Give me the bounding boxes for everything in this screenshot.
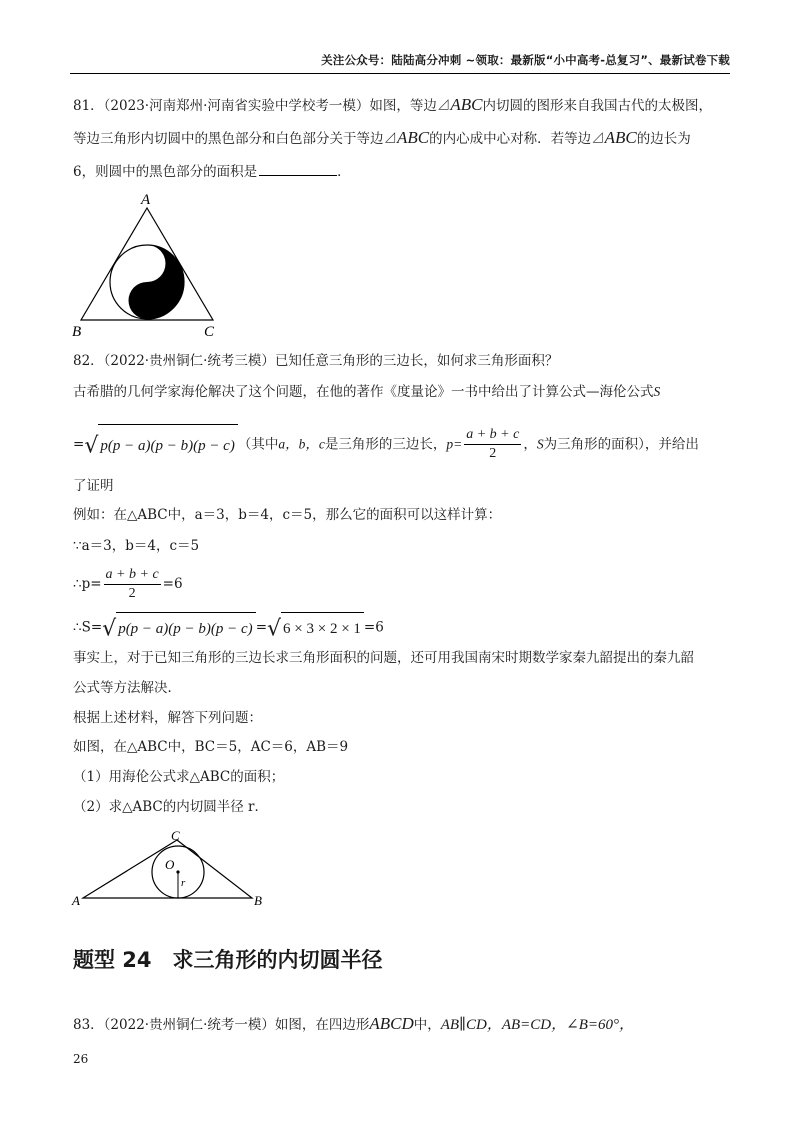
q82-line5: 例如：在△ABC中，a＝3，b＝4，c＝5，那么它的面积可以这样计算：	[73, 507, 502, 523]
q82-line11: 根据上述材料，解答下列问题：	[73, 710, 262, 726]
q82-formula-line: =√ p(p − a)(p − b)(p − c) （其中a，b，c是三角形的三边长，p= $\frac{a + b + c}{2}$ ，S为三角形的面积），并给出	[73, 424, 699, 466]
q81-line1: 81．（2023·河南郑州·河南省实验中学校考一模）如图，等边⊿ABC内切圆的图形来自我国古代的太极图，	[73, 95, 712, 114]
label-C: C	[171, 828, 180, 843]
p-fraction-example: $\frac{a + b + c}{2}$	[105, 567, 159, 601]
q82-line10: 公式等方法解决．	[73, 680, 181, 696]
page-number: 26	[73, 1052, 89, 1066]
q82-line4: 了证明	[73, 478, 114, 494]
q83-line1: 83．（2022·贵州铜仁·统考一模）如图，在四边形ABCD中，AB∥CD，AB=CD，∠B=60°，	[73, 1014, 634, 1033]
center-point	[176, 870, 179, 873]
q82-incircle-figure	[70, 826, 270, 908]
q82-line6: ∵a＝3，b＝4，c＝5	[73, 538, 200, 554]
label-B: B	[254, 893, 262, 908]
q81-line2: 等边三角形内切圆中的黑色部分和白色部分关于等边⊿ABC的内心成中心对称．若等边⊿ABC的边长为	[73, 128, 691, 147]
q82-line7: ∴p= $\frac{a + b + c}{2}$ =6	[73, 567, 183, 601]
label-O: O	[165, 857, 175, 872]
q82-line2: 古希腊的几何学家海伦解决了这个问题，在他的著作《度量论》一书中给出了计算公式—海伦公式S	[73, 384, 661, 400]
q82-line1: 82．（2022·贵州铜仁·统考三模）已知任意三角形的三边长，如何求三角形面积？	[73, 353, 559, 369]
label-C: C	[204, 324, 215, 340]
q81-line3: 6，则圆中的黑色部分的面积是 ．	[73, 164, 351, 180]
taiji-symbol	[110, 245, 184, 319]
q81-taiji-figure	[70, 190, 230, 340]
q82-line8: ∴S=√ p(p − a)(p − b)(p − c) =√ 6 × 3 × 2 × 1 =6	[73, 612, 384, 644]
label-A: A	[72, 893, 80, 908]
q82-line9: 事实上，对于已知三角形的三边长求三角形面积的问题，还可用我国南宋时期数学家秦九韶提出的秦九韶	[73, 650, 694, 666]
label-r: r	[181, 877, 186, 889]
answer-blank	[259, 162, 337, 176]
page-header	[70, 48, 730, 74]
label-B: B	[72, 324, 82, 340]
q82-line14: （2）求△ABC的内切圆半径 r．	[73, 799, 268, 815]
q82-line13: （1）用海伦公式求△ABC的面积；	[73, 769, 285, 785]
header-text: 关注公众号：陆陆高分冲刺 ~领取：最新版“小中高考-总复习”、最新试卷下载	[321, 53, 730, 67]
label-A: A	[141, 192, 151, 208]
q82-line12: 如图，在△ABC中，BC＝5，AC＝6，AB＝9	[73, 739, 349, 755]
p-fraction: $\frac{a + b + c}{2}$	[466, 427, 520, 462]
heron-formula-radical: √ p(p − a)(p − b)(p − c)	[84, 424, 238, 466]
section-title: 题型 24 求三角形的内切圆半径	[73, 948, 383, 972]
